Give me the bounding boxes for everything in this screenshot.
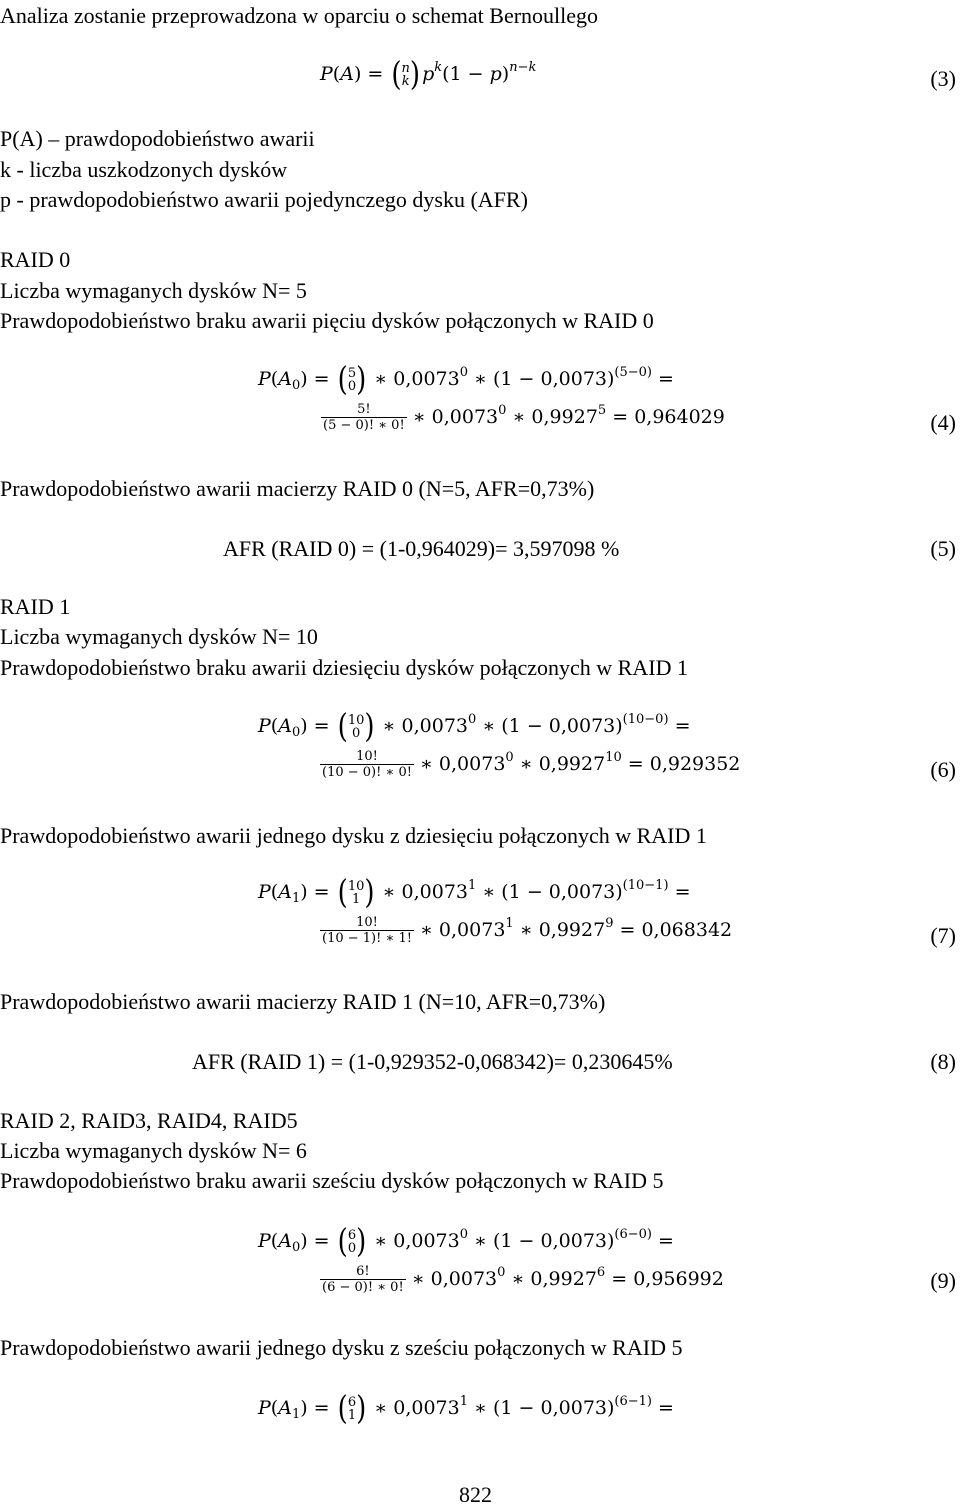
raid1-description: Prawdopodobieństwo braku awarii dziesięciu dysków połączonych w RAID 1 — [0, 655, 688, 680]
raid1-afr: AFR (RAID 1) = (1-0,929352-0,068342)= 0,230645% — [192, 1049, 673, 1074]
raid1-array-description: Prawdopodobieństwo awarii macierzy RAID 1 (N=10, AFR=0,73%) — [0, 989, 606, 1014]
equation-9-line-2: $\frac{6!}{(6 - 0)! ∗ 0!}$ ∗ 0,0073$^0$ ∗ $0,9927^6 = 0,956992$ — [322, 1264, 724, 1295]
raid0-afr: AFR (RAID 0) = (1-0,964029)= 3,597098 % — [223, 536, 620, 561]
definition-p: p - prawdopodobieństwo awarii pojedynczego dysku (AFR) — [0, 187, 528, 212]
equation-7-line-2: $\frac{10!}{(10 - 1)! ∗ 1!}$ ∗ 0,0073$^1$ ∗ $0,9927^9 = 0,068342$ — [322, 915, 733, 946]
equation-10-line-1: $P(A_1) = (6$ 1) ∗ 0,0073$^1$ ∗ $(1 - 0,0073)^{(6-1)}$ = — [258, 1390, 674, 1428]
raid0-description: Prawdopodobieństwo braku awarii pięciu dysków połączonych w RAID 0 — [0, 308, 654, 333]
raid1-disks: Liczba wymaganych dysków N= 10 — [0, 624, 318, 649]
equation-9-line-1: $P(A_0) = (6$ 0) ∗ 0,0073$^0$ ∗ $(1 - 0,0073)^{(6-0)}$ = — [258, 1223, 674, 1261]
intro-text: Analiza zostanie przeprowadzona w oparciu o schemat Bernoullego — [0, 3, 599, 28]
raid5-heading: RAID 2, RAID3, RAID4, RAID5 — [0, 1108, 298, 1133]
equation-number-9: (9) — [930, 1268, 956, 1293]
equation-6-line-1: $P(A_0) = (10$ 0 ) ∗ 0,0073$^0$ ∗ $(1 - 0,0073)^{(10-0)}$ = — [258, 708, 691, 746]
raid0-array-description: Prawdopodobieństwo awarii macierzy RAID 0 (N=5, AFR=0,73%) — [0, 476, 595, 501]
equation-6-line-2: $\frac{10!}{(10 - 0)! ∗ 0!}$ ∗ 0,0073$^0$ ∗ $0,9927^{10} = 0,929352$ — [322, 749, 741, 780]
raid5-disks: Liczba wymaganych dysków N= 6 — [0, 1138, 307, 1163]
equation-number-3: (3) — [930, 66, 956, 91]
equation-4-line-1: $P(A_0) = (5$ 0) ∗ 0,0073$^0$ ∗ $(1 - 0,0073)^{(5-0)}$ = — [258, 361, 674, 399]
equation-number-4: (4) — [930, 410, 956, 435]
definition-pa: P(A) – prawdopodobieństwo awarii — [0, 126, 315, 151]
equation-7-line-1: $P(A_1) = (10$ 1 ) ∗ 0,0073$^1$ ∗ $(1 - 0,0073)^{(10-1)}$ = — [258, 874, 691, 912]
equation-number-6: (6) — [930, 757, 956, 782]
equation-4-line-2: $\frac{5!}{(5 - 0)! ∗ 0!}$ ∗ 0,0073$^0$ ∗ $0,9927^5 = 0,964029$ — [323, 402, 725, 433]
raid1-heading: RAID 1 — [0, 594, 71, 619]
equation-number-7: (7) — [930, 923, 956, 948]
raid0-disks: Liczba wymaganych dysków N= 5 — [0, 278, 307, 303]
raid0-heading: RAID 0 — [0, 247, 71, 272]
equation-number-8: (8) — [930, 1049, 956, 1074]
raid5-one-disk-description: Prawdopodobieństwo awarii jednego dysku z sześciu połączonych w RAID 5 — [0, 1335, 683, 1360]
equation-3: P(A) = (n k) $p^k(1 - p)^{n-k}$ — [320, 56, 537, 94]
definition-k: k - liczba uszkodzonych dysków — [0, 157, 288, 182]
raid1-one-disk-description: Prawdopodobieństwo awarii jednego dysku z dziesięciu połączonych w RAID 1 — [0, 823, 707, 848]
equation-number-5: (5) — [930, 536, 956, 561]
page-number: 822 — [459, 1482, 492, 1507]
raid5-description: Prawdopodobieństwo braku awarii sześciu dysków połączonych w RAID 5 — [0, 1168, 664, 1193]
